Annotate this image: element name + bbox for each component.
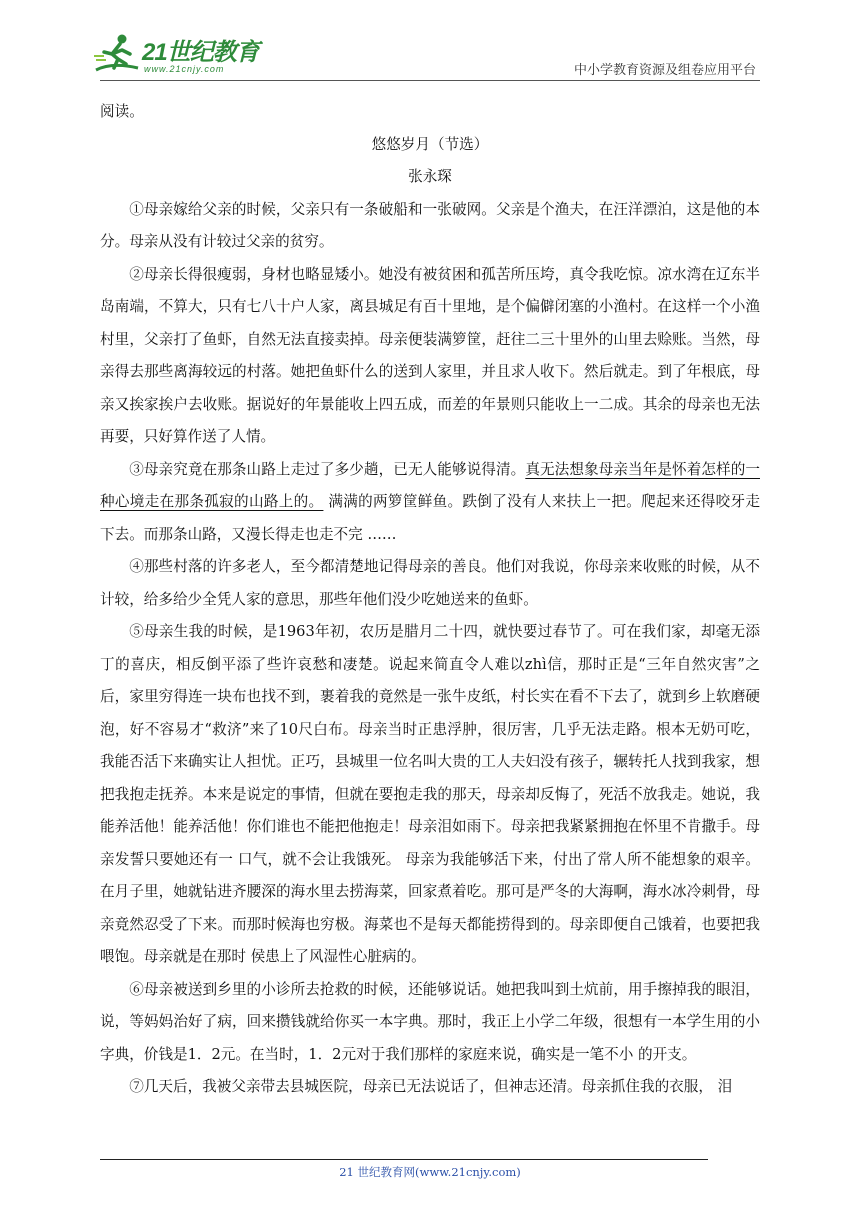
paragraph-3-start: ③母亲究竟在那条山路上走过了多少趟，已无人能够说得清。 [129,460,526,478]
paragraph-2: ②母亲长得很瘦弱，身材也略显矮小。她没有被贫困和孤苦所压垮，真令我吃惊。凉水湾在辽东半岛南端，不算大，只有七八十户人家，离县城足有百十里地，是个偏僻闭塞的小渔村。在这样一个小渔村里，父亲打了鱼虾，自然无法直接卖掉。母亲便装满箩筐，赶往二三十里外的山里去赊账。当然，母亲得去那些离海较远的村落。她把鱼虾什么的送到人家里，并且求人收下。然后就走。到了年根底，母亲又挨家挨户去收账。据说好的年景能收上四五成，而差的年景则只能收上一二成。其余的母亲也无法再要，只好算作送了人情。 [100,265,760,445]
underlined-sentence: 真无法想象母亲当年是怀着怎样的一种心境走在那条孤寂的山路上的。 [100,460,760,510]
page-header [0,0,860,90]
paragraph-6: ⑥母亲被送到乡里的小诊所去抢救的时候，还能够说话。她把我叫到土炕前，用手擦掉我的眼泪，说，等妈妈治好了病，回来攒钱就给你买一本字典。那时，我正上小学二年级，很想有一本学生用的小字典，价钱是1．2元。在当时，1．2元对于我们那样的家庭来说，确实是一笔不小 的开支。 [100,980,760,1063]
article-body [100,96,760,1104]
article-author: 张永琛 [408,168,452,185]
logo-url: www.21cnjy.com [144,64,225,74]
paragraph-7: ⑦几天后，我被父亲带去县城医院，母亲已无法说话了，但神志还清。母亲抓住我的衣服， 泪 [129,1078,733,1095]
paragraph-3 [100,454,760,552]
article-title: 悠悠岁月（节选） [371,135,489,153]
runner-logo-icon [92,32,144,76]
paragraph-5: ⑤母亲生我的时候，是1963年初，农历是腊月二十四，就快要过春节了。可在我们家，却毫无添丁的喜庆，相反倒平添了些许哀愁和凄楚。说起来简直令人难以zhì信，那时正是“三年自然灾害”之后，家里穷得连一块布也找不到，裹着我的竟然是一张牛皮纸，村长实在看不下去了，就到乡上软磨硬泡，好不容易才“救济”来了10尺白布。母亲当时正患浮肿，很厉害，几乎无法走路。根本无奶可吃，我能否活下来确实让人担忧。正巧，县城里一位名叫大贵的工人夫妇没有孩子，辗转托人找到我家，想把我抱走抚养。本来是说定的事情，但就在要抱走我的那天，母亲却反悔了，死活不放我走。她说，我能养活他！能养活他！你们谁也不能把他抱走！母亲泪如雨下。母亲把我紧紧拥抱在怀里不肯撒手。母亲发誓只要她还有一 口气，就不会让我饿死。 母亲为我能够活下来，付出了常人所不能想象的艰辛。在月子里，她就钻进齐腰深的海水里去捞海菜，回家煮着吃。那可是严冬的大海啊，海水冰冷刺骨，母亲竟然忍受了下来。而那时候海也穷极。海菜也不是每天都能捞得到的。母亲即便自己饿着，也要把我喂饱。母亲就是在那时 侯患上了风湿性心脏病的。 [100,623,760,965]
paragraph-1: ①母亲嫁给父亲的时候，父亲只有一条破船和一张破网。父亲是个渔夫，在汪洋漂泊，这是他的本分。母亲从没有计较过父亲的贫穷。 [100,200,760,250]
footer-divider [100,1159,708,1160]
intro-text: 阅读。 [100,103,144,120]
logo-text: 21世纪教育 [142,39,259,66]
platform-name: 中小学教育资源及组卷应用平台 [573,62,756,77]
site-logo[interactable] [92,30,267,78]
header-divider [100,80,760,81]
paragraph-3-end: 满满的两箩筐鲜鱼。跌倒了没有人来扶上一把。爬起来还得咬牙走下去。而那条山路，又漫长得走也走不完 …… [100,493,760,543]
footer-link[interactable]: 21 世纪教育网(www.21cnjy.com) [339,1165,521,1179]
paragraph-4: ④那些村落的许多老人，至今都清楚地记得母亲的善良。他们对我说，你母亲来收账的时候，从不计较，给多给少全凭人家的意思，那些年他们没少吃她送来的鱼虾。 [100,558,760,608]
